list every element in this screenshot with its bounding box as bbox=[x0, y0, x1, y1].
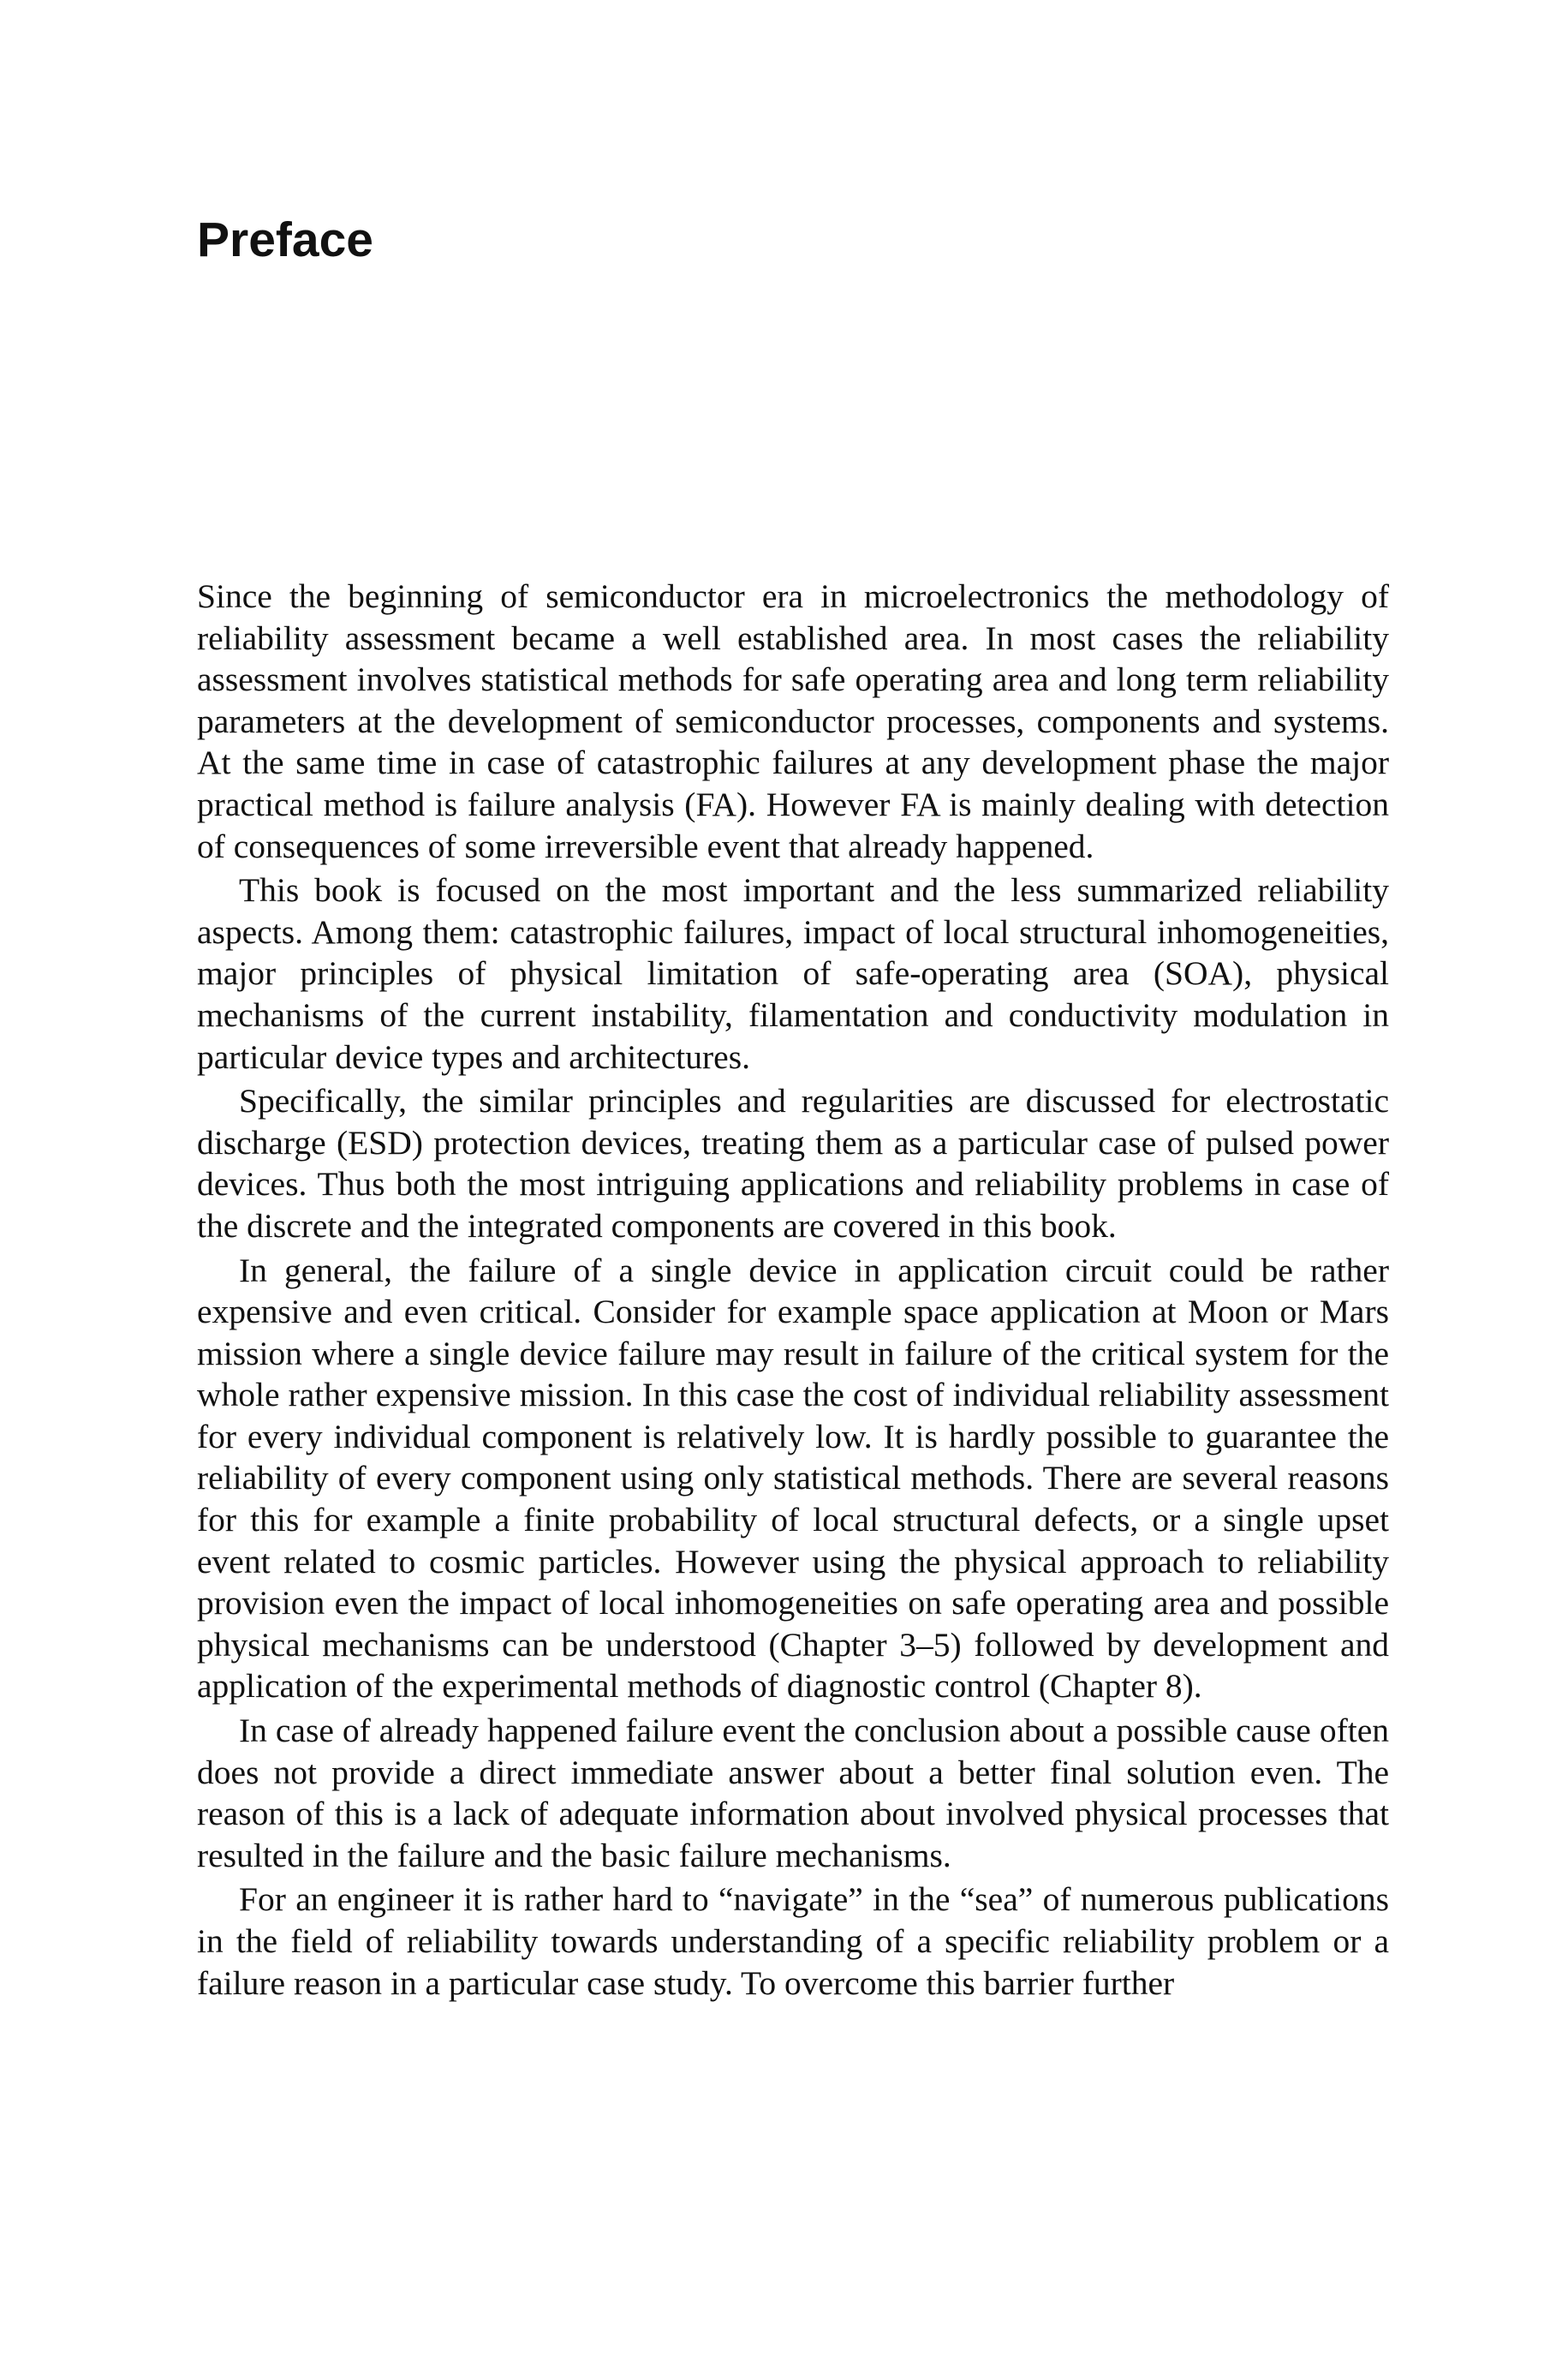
paragraph-4: In general, the failure of a single device in application circuit could be rather expensive and even critical. Consider for example space application at Moon or Mars mission where a single device failure may result in failure of the critical system for the whole rather expensive mission. In this case the cost of individual reliability assessment for every individual component is relatively low. It is hardly possible to guarantee the reliability of every component using only statistical methods. There are several reasons for this for example a finite probability of local structural defects, or a single upset event related to cosmic particles. However using the physical approach to reliability provision even the impact of local inhomogeneities on safe operating area and possible physical mechanisms can be understood (Chapter 3–5) followed by development and application of the experimental methods of diagnostic control (Chapter 8). bbox=[197, 1251, 1389, 1706]
page-title: Preface bbox=[197, 212, 373, 267]
paragraph-6: For an engineer it is rather hard to “navigate” in the “sea” of numerous publications in the field of reliability towards understanding of a specific reliability problem or a failure reason in a particular case study. To overcome this barrier further bbox=[197, 1880, 1389, 2002]
paragraph-5: In case of already happened failure event the conclusion about a possible cause often does not provide a direct immediate answer about a better final solution even. The reason of this is a lack of adequate information about involved physical processes that resulted in the failure and the basic failure mechanisms. bbox=[197, 1712, 1389, 1874]
paragraph-3: Specifically, the similar principles and regularities are discussed for electrostatic discharge (ESD) protection devices, treating them as a particular case of pulsed power devices. Thus both the most intriguing applications and reliability problems in case of the discrete and the integrated components are covered in this book. bbox=[197, 1082, 1389, 1245]
preface-body bbox=[197, 576, 1389, 2004]
paragraph-1: Since the beginning of semiconductor era in microelectronics the methodology of reliability assessment became a well established area. In most cases the reliability assessment involves statistical methods for safe operating area and long term reliability parameters at the development of semiconductor processes, components and systems. At the same time in case of catastrophic failures at any development phase the major practical method is failure analysis (FA). However FA is mainly dealing with detection of consequences of some irreversible event that already happened. bbox=[197, 577, 1389, 865]
paragraph-2: This book is focused on the most important and the less summarized reliability aspects. Among them: catastrophic failures, impact of local structural inhomogeneities, major principles of physical limitation of safe-operating area (SOA), physical mechanisms of the current instability, filamentation and conductivity modulation in particular device types and architectures. bbox=[197, 871, 1389, 1076]
